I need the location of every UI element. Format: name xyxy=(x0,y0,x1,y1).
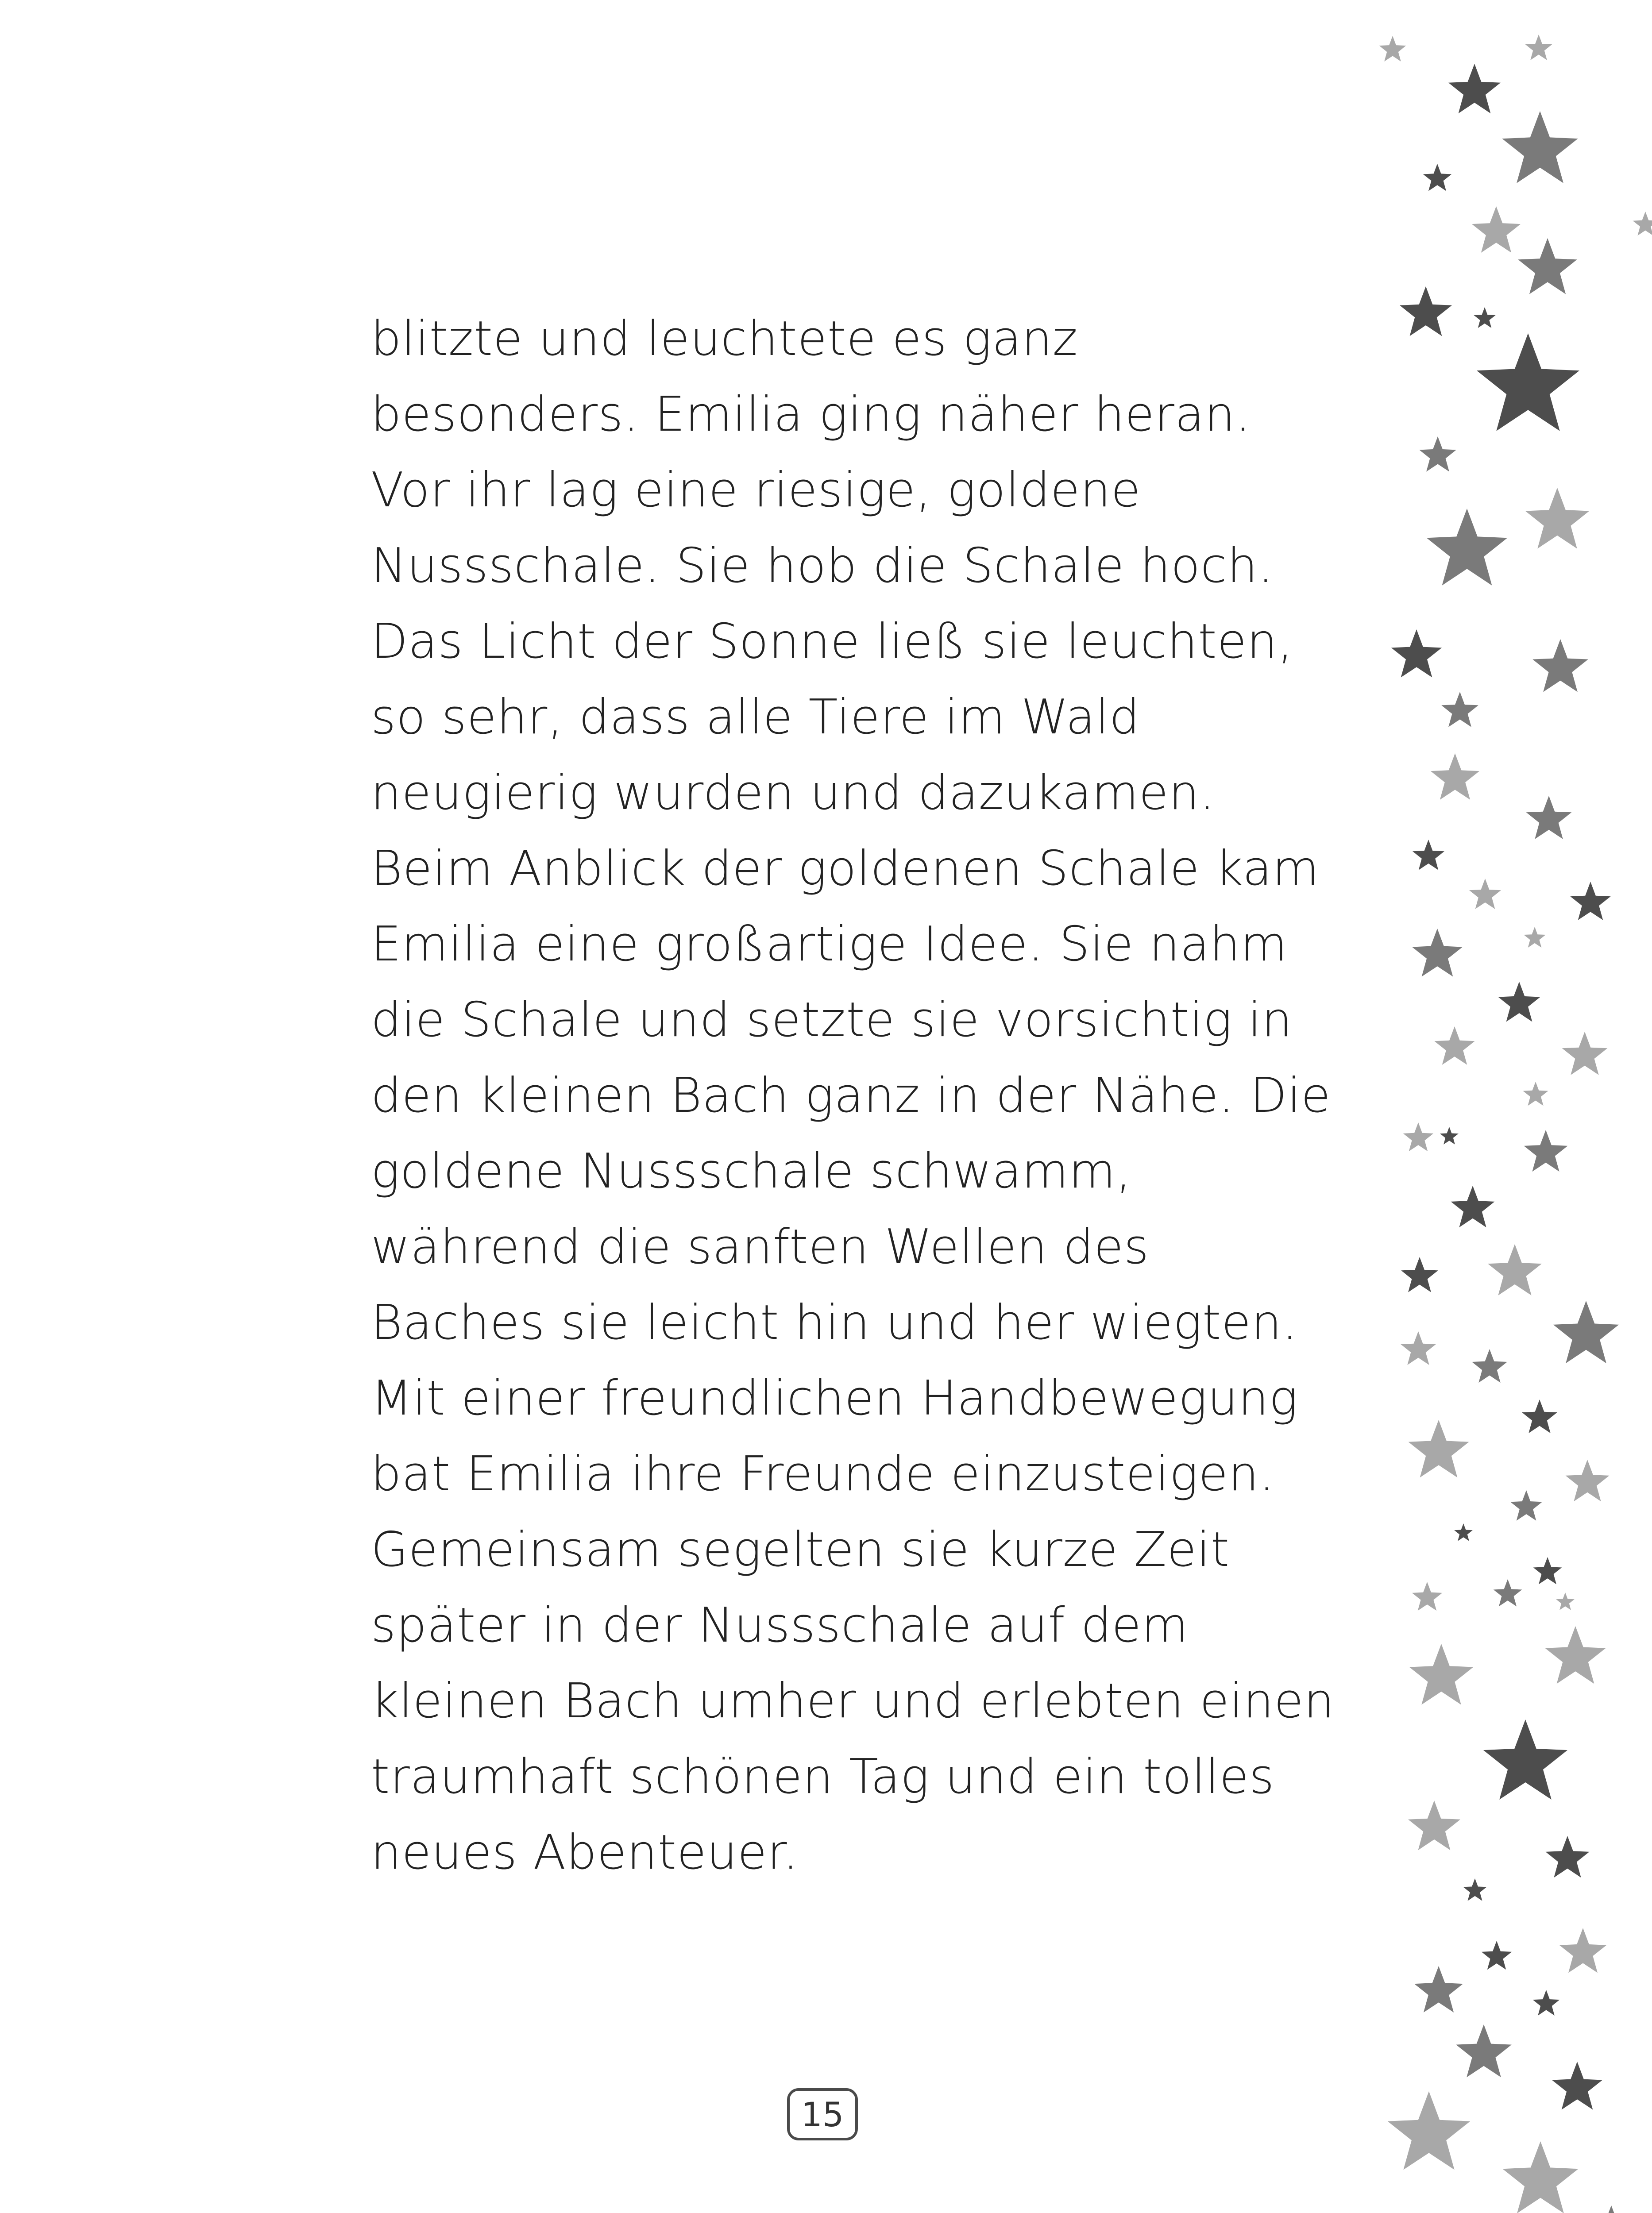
story-line: Gemeinsam segelten sie kurze Zeit xyxy=(371,1522,1230,1577)
star-icon xyxy=(1518,238,1577,294)
star-icon xyxy=(1498,982,1540,1022)
star-icon xyxy=(1553,1301,1619,1363)
star-icon xyxy=(1566,1460,1610,1501)
star-icon xyxy=(1412,929,1463,977)
story-line: bat Emilia ihre Freunde einzusteigen. xyxy=(371,1446,1275,1502)
star-icon xyxy=(1474,307,1495,328)
star-icon xyxy=(1448,64,1501,113)
star-icon xyxy=(1525,35,1552,60)
star-icon xyxy=(1434,1026,1474,1065)
star-icon xyxy=(1533,1990,1560,2016)
star-icon xyxy=(1414,1966,1463,2013)
story-line: so sehr, dass alle Tiere im Wald xyxy=(371,690,1140,745)
star-icon xyxy=(1562,1032,1608,1075)
story-text xyxy=(371,301,1345,1890)
star-icon xyxy=(1545,1626,1606,1684)
story-line: Emilia eine großartige Idee. Sie nahm xyxy=(371,917,1288,972)
story-line: die Schale und setzte sie vorsichtig in xyxy=(371,992,1293,1048)
star-icon xyxy=(1419,436,1456,472)
star-icon xyxy=(1451,1186,1495,1227)
star-icon xyxy=(1570,882,1610,920)
story-line: goldene Nussschale schwamm, xyxy=(371,1144,1132,1199)
star-icon xyxy=(1559,1928,1607,1973)
star-icon xyxy=(1423,164,1452,191)
star-icon xyxy=(1379,36,1406,62)
star-icon xyxy=(1454,1523,1473,1541)
story-line: während die sanften Wellen des xyxy=(371,1219,1150,1275)
star-decoration xyxy=(1363,0,1652,2213)
star-icon xyxy=(1526,796,1572,839)
star-icon xyxy=(1533,1557,1562,1585)
star-icon xyxy=(1409,1420,1469,1477)
star-icon xyxy=(1488,1244,1542,1295)
star-icon xyxy=(1409,1644,1474,1705)
story-line: später in der Nussschale auf dem xyxy=(371,1598,1189,1653)
star-icon xyxy=(1546,1836,1590,1878)
star-icon xyxy=(1502,2141,1578,2213)
star-icon xyxy=(1525,488,1590,549)
star-icon xyxy=(1403,1122,1433,1151)
star-icon xyxy=(1524,927,1545,948)
star-icon xyxy=(1522,1400,1557,1433)
star-icon xyxy=(1472,1349,1507,1383)
star-icon xyxy=(1441,692,1478,727)
star-icon xyxy=(1524,1130,1568,1172)
star-icon xyxy=(1401,1257,1438,1292)
story-line: traumhaft schönen Tag und ein tolles xyxy=(371,1749,1275,1804)
star-icon xyxy=(1413,840,1444,870)
star-icon xyxy=(1469,879,1501,909)
star-icon xyxy=(1400,286,1452,336)
star-icon xyxy=(1427,509,1508,586)
story-line: Nussschale. Sie hob die Schale hoch. xyxy=(371,538,1274,594)
star-icon xyxy=(1440,1127,1459,1145)
star-icon xyxy=(1483,1720,1567,1800)
story-line: neues Abenteuer. xyxy=(371,1825,799,1880)
story-line: Beim Anblick der goldenen Schale kam xyxy=(371,841,1320,896)
star-icon xyxy=(1391,629,1442,678)
star-icon xyxy=(1633,212,1652,235)
star-icon xyxy=(1477,333,1579,431)
star-icon xyxy=(1593,2205,1630,2213)
star-icon xyxy=(1463,1878,1486,1901)
star-icon xyxy=(1552,2062,1602,2110)
story-line: Baches sie leicht hin und her wiegten. xyxy=(371,1295,1298,1350)
star-icon xyxy=(1408,1800,1460,1850)
star-icon xyxy=(1482,1941,1512,1970)
star-icon xyxy=(1388,2091,1470,2170)
star-icon xyxy=(1494,1579,1522,1607)
star-icon xyxy=(1472,206,1521,253)
story-line: neugierig wurden und dazukamen. xyxy=(371,765,1216,821)
star-icon xyxy=(1431,753,1479,800)
star-icon xyxy=(1510,1490,1542,1521)
story-line: Vor ihr lag eine riesige, goldene xyxy=(371,463,1141,518)
star-icon xyxy=(1401,1331,1436,1365)
star-icon xyxy=(1502,111,1578,183)
story-line: besonders. Emilia ging näher heran. xyxy=(371,387,1251,442)
star-icon xyxy=(1523,1082,1548,1106)
page-number: 15 xyxy=(787,2088,858,2140)
story-line: Mit einer freundlichen Handbewegung xyxy=(371,1371,1298,1426)
story-line: Das Licht der Sonne ließ sie leuchten, xyxy=(371,614,1293,669)
story-line: blitzte und leuchtete es ganz xyxy=(371,311,1078,366)
star-icon xyxy=(1532,639,1588,692)
star-icon xyxy=(1456,2024,1512,2077)
star-icon xyxy=(1412,1582,1442,1611)
star-icon xyxy=(1556,1592,1575,1610)
story-line: kleinen Bach umher und erlebten einen xyxy=(371,1673,1335,1729)
story-line: den kleinen Bach ganz in der Nähe. Die xyxy=(371,1068,1331,1123)
